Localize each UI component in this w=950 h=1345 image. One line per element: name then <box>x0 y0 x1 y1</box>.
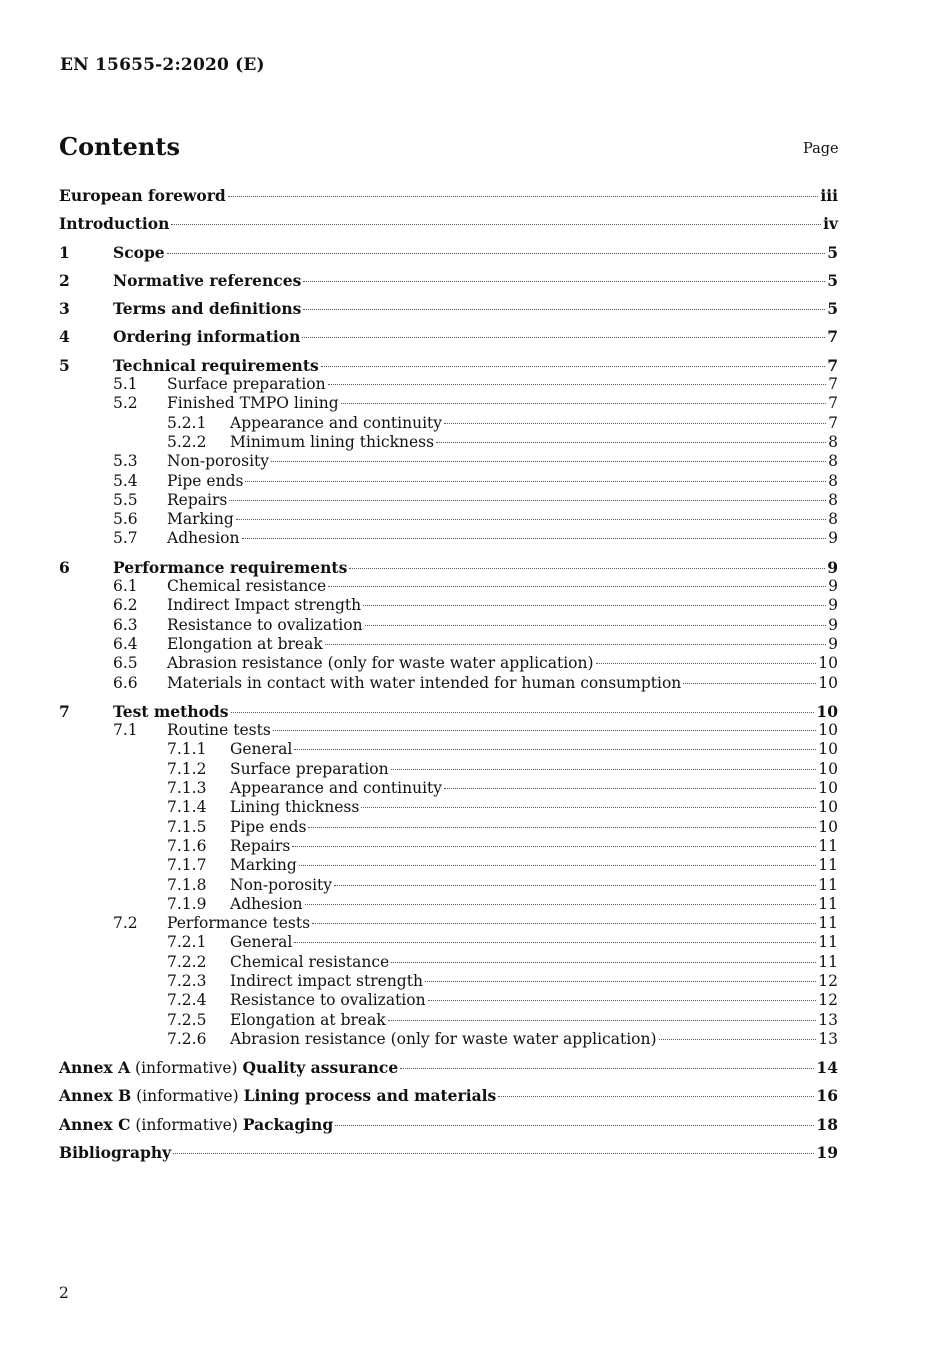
toc-entry-number: 6.4 <box>113 634 138 653</box>
toc-entry-page: 11 <box>818 875 838 894</box>
toc-entry[interactable] <box>59 895 838 914</box>
toc-entry-number: 5.2 <box>113 394 138 413</box>
toc-entry-number: 6.5 <box>113 654 138 673</box>
annex-label: Annex C <box>59 1114 131 1134</box>
toc-entry-title: Elongation at break <box>230 1010 386 1029</box>
toc-entry[interactable] <box>59 740 838 759</box>
toc-entry-title: Appearance and continuity <box>230 413 443 432</box>
dot-leader <box>363 605 826 606</box>
toc-entry-title: Finished TMPO lining <box>167 394 339 413</box>
toc-entry-page: 9 <box>828 634 838 653</box>
document-id: EN 15655-2:2020 (E) <box>60 55 265 75</box>
toc-entry-number: 7.1 <box>113 721 138 740</box>
toc-entry-page: 14 <box>816 1058 838 1078</box>
toc-entry[interactable] <box>59 635 838 654</box>
toc-entry-title: Test methods <box>113 701 229 721</box>
toc-entry-number: 4 <box>59 327 70 347</box>
dot-leader <box>365 625 827 626</box>
toc-entry-number: 7.1.8 <box>167 875 207 894</box>
toc-entry-number: 7.2.2 <box>167 952 207 971</box>
dot-leader <box>312 923 816 924</box>
dot-leader <box>299 865 816 866</box>
toc-entry[interactable] <box>59 616 838 635</box>
dot-leader <box>391 962 816 963</box>
dot-leader <box>349 568 825 569</box>
toc-entry-page: 8 <box>828 490 838 509</box>
toc-entry-title: Scope <box>113 242 165 262</box>
toc-entry-title: Pipe ends <box>167 471 244 490</box>
toc-entry[interactable] <box>59 271 838 290</box>
toc-entry-page: 9 <box>827 557 838 577</box>
toc-entry-number: 7 <box>59 701 70 721</box>
dot-leader <box>659 1039 817 1040</box>
toc-entry-title: Surface preparation <box>167 375 326 394</box>
dot-leader <box>388 1020 817 1021</box>
toc-entry-title: Indirect impact strength <box>230 971 423 990</box>
dot-leader <box>425 981 816 982</box>
toc-entry[interactable] <box>59 491 838 510</box>
toc-entry-page: 11 <box>818 952 838 971</box>
toc-entry-title: Routine tests <box>167 721 271 740</box>
annex-label: Annex B <box>59 1086 132 1106</box>
toc-entry-title: Introduction <box>59 214 170 234</box>
toc-entry[interactable] <box>59 510 838 529</box>
toc-entry-title: Non-porosity <box>167 452 270 471</box>
toc-entry[interactable] <box>59 214 838 233</box>
toc-entry-title: Bibliography <box>59 1143 172 1163</box>
toc-entry-number: 1 <box>59 242 70 262</box>
toc-entry-title: Pipe ends <box>230 817 307 836</box>
toc-entry-page: 10 <box>818 673 838 692</box>
toc-entry-page: 5 <box>827 270 838 290</box>
toc-entry-number: 2 <box>59 270 70 290</box>
toc-entry-title: Adhesion <box>167 529 240 548</box>
dot-leader <box>303 309 825 310</box>
toc-entry-title: Repairs <box>230 836 291 855</box>
dot-leader <box>231 712 815 713</box>
toc-entry[interactable] <box>59 876 838 895</box>
toc-entry-title: Chemical resistance <box>167 577 327 596</box>
toc-entry-title: Lining thickness <box>230 798 360 817</box>
toc-entry-page: 18 <box>816 1114 838 1134</box>
toc-entry[interactable] <box>59 394 838 413</box>
toc-entry-number: 7.1.1 <box>167 740 207 759</box>
toc-entry-page: 9 <box>828 596 838 615</box>
dot-leader <box>302 337 825 338</box>
toc-entry-page: 10 <box>818 817 838 836</box>
toc-entry-number: 7.2.1 <box>167 933 207 952</box>
toc-entry-number: 7.1.3 <box>167 779 207 798</box>
annex-label: Annex A <box>59 1058 131 1078</box>
toc-entry[interactable] <box>59 674 838 693</box>
toc-entry-page: 10 <box>818 740 838 759</box>
toc-entry-number: 5.1 <box>113 375 138 394</box>
toc-entry[interactable] <box>59 914 838 933</box>
toc-entry[interactable] <box>59 654 838 673</box>
page-number: 2 <box>59 1284 69 1302</box>
toc-entry-number: 6 <box>59 557 70 577</box>
toc-entry-title: Terms and definitions <box>113 299 302 319</box>
toc-entry[interactable] <box>59 818 838 837</box>
dot-leader <box>444 788 816 789</box>
toc-entry-page: 7 <box>827 327 838 347</box>
toc-entry[interactable] <box>59 558 838 577</box>
toc-entry-title: General <box>230 933 293 952</box>
dot-leader <box>436 442 826 443</box>
toc-entry-page: 5 <box>827 299 838 319</box>
dot-leader <box>229 500 826 501</box>
toc-entry[interactable] <box>59 1030 838 1049</box>
toc-entry[interactable] <box>59 577 838 596</box>
toc-entry[interactable] <box>59 721 838 740</box>
toc-entry-page: 12 <box>818 971 838 990</box>
annex-type: (informative) <box>131 1087 244 1106</box>
dot-leader <box>245 481 826 482</box>
annex-title: Packaging <box>242 1114 334 1134</box>
toc-entry-page: iv <box>823 214 838 234</box>
toc-entry-number: 6.6 <box>113 673 138 692</box>
toc-entry[interactable] <box>59 433 838 452</box>
toc-entry-page: 16 <box>816 1086 838 1106</box>
toc-entry-page: 9 <box>828 529 838 548</box>
toc-entry-page: 10 <box>816 701 838 721</box>
toc-entry-page: 12 <box>818 991 838 1010</box>
dot-leader <box>325 644 826 645</box>
toc-entry-title: European foreword <box>59 186 226 205</box>
table-of-contents <box>59 186 838 1162</box>
toc-entry-number: 7.1.2 <box>167 759 207 778</box>
toc-entry-page: 8 <box>828 471 838 490</box>
toc-entry[interactable] <box>59 991 838 1010</box>
toc-entry-number: 5.4 <box>113 471 138 490</box>
toc-entry-page: 7 <box>828 413 838 432</box>
toc-entry-title: Surface preparation <box>230 759 389 778</box>
toc-entry-page: 7 <box>828 394 838 413</box>
dot-leader <box>391 769 817 770</box>
toc-entry-number: 7.1.4 <box>167 798 207 817</box>
toc-entry-title: Marking <box>167 510 234 529</box>
toc-entry[interactable] <box>59 837 838 856</box>
dot-leader <box>271 461 826 462</box>
toc-entry-number: 5.6 <box>113 510 138 529</box>
dot-leader <box>334 885 816 886</box>
toc-entry-number: 5.7 <box>113 529 138 548</box>
dot-leader <box>428 1000 817 1001</box>
toc-entry-number: 7.2.6 <box>167 1029 207 1048</box>
toc-entry[interactable] <box>59 1086 838 1105</box>
toc-entry-page: 11 <box>818 856 838 875</box>
toc-entry-title <box>59 1115 333 1135</box>
dot-leader <box>173 1153 814 1154</box>
dot-leader <box>498 1096 814 1097</box>
toc-entry-title: Abrasion resistance (only for waste water application) <box>230 1029 657 1048</box>
toc-entry[interactable] <box>59 1115 838 1134</box>
toc-entry[interactable] <box>59 186 838 205</box>
dot-leader <box>292 846 816 847</box>
toc-entry-page: 10 <box>818 798 838 817</box>
dot-leader <box>294 749 816 750</box>
toc-entry-number: 5.2.1 <box>167 413 207 432</box>
toc-entry-page: 13 <box>818 1010 838 1029</box>
toc-entry[interactable] <box>59 933 838 952</box>
toc-entry-title <box>59 1086 496 1106</box>
toc-entry[interactable] <box>59 953 838 972</box>
toc-entry[interactable] <box>59 414 838 433</box>
toc-entry-page: 5 <box>827 242 838 262</box>
toc-entry-title: Technical requirements <box>113 355 319 375</box>
toc-entry-title: General <box>230 740 293 759</box>
dot-leader <box>328 586 826 587</box>
dot-leader <box>400 1068 814 1069</box>
page-column-label: Page <box>803 141 839 157</box>
toc-entry[interactable] <box>59 596 838 615</box>
toc-entry-title: Chemical resistance <box>230 952 390 971</box>
toc-entry-number: 7.1.9 <box>167 894 207 913</box>
dot-leader <box>303 281 825 282</box>
toc-entry-title: Appearance and continuity <box>230 779 443 798</box>
toc-entry[interactable] <box>59 1143 838 1162</box>
toc-entry-number: 3 <box>59 299 70 319</box>
dot-leader <box>305 904 817 905</box>
toc-entry-page: 11 <box>818 894 838 913</box>
toc-entry-title: Adhesion <box>230 894 303 913</box>
annex-title: Quality assurance <box>242 1058 399 1078</box>
toc-entry[interactable] <box>59 529 838 548</box>
toc-entry[interactable] <box>59 356 838 375</box>
toc-entry-title: Marking <box>230 856 297 875</box>
toc-entry-page: 11 <box>818 836 838 855</box>
toc-entry[interactable] <box>59 1058 838 1077</box>
toc-entry-number: 7.1.5 <box>167 817 207 836</box>
dot-leader <box>308 827 816 828</box>
toc-entry-title: Performance tests <box>167 914 311 933</box>
toc-entry-number: 7.2.5 <box>167 1010 207 1029</box>
toc-entry[interactable] <box>59 798 838 817</box>
toc-entry-number: 5 <box>59 355 70 375</box>
toc-entry-page: 10 <box>818 721 838 740</box>
toc-entry-page: 11 <box>818 914 838 933</box>
toc-entry[interactable] <box>59 299 838 318</box>
page-title: Contents <box>59 132 180 161</box>
dot-leader <box>361 807 816 808</box>
dot-leader <box>171 224 821 225</box>
annex-type: (informative) <box>130 1059 243 1078</box>
toc-entry[interactable] <box>59 327 838 346</box>
toc-entry-title: Performance requirements <box>113 557 348 577</box>
toc-entry-page: 10 <box>818 759 838 778</box>
toc-entry-title: Elongation at break <box>167 634 323 653</box>
toc-entry-number: 6.1 <box>113 577 138 596</box>
dot-leader <box>228 196 819 197</box>
toc-entry-page: 9 <box>828 577 838 596</box>
dot-leader <box>242 538 827 539</box>
toc-entry-title: Non-porosity <box>230 875 333 894</box>
toc-entry-number: 5.2.2 <box>167 432 207 451</box>
toc-entry-number: 7.2.4 <box>167 991 207 1010</box>
toc-entry-number: 7.2 <box>113 914 138 933</box>
toc-entry-number: 7.2.3 <box>167 971 207 990</box>
dot-leader <box>328 384 827 385</box>
toc-entry[interactable] <box>59 1011 838 1030</box>
dot-leader <box>683 683 816 684</box>
toc-entry[interactable] <box>59 856 838 875</box>
toc-entry-page: 19 <box>816 1143 838 1163</box>
toc-entry[interactable] <box>59 472 838 491</box>
dot-leader <box>335 1125 814 1126</box>
toc-entry-page: 9 <box>828 615 838 634</box>
toc-entry[interactable] <box>59 760 838 779</box>
toc-entry-title: Minimum lining thickness <box>230 432 435 451</box>
dot-leader <box>236 519 826 520</box>
dot-leader <box>444 423 826 424</box>
toc-entry-page: 11 <box>818 933 838 952</box>
toc-entry-number: 5.3 <box>113 452 138 471</box>
toc-entry-number: 6.2 <box>113 596 138 615</box>
annex-title: Lining process and materials <box>243 1086 497 1106</box>
toc-entry-title: Resistance to ovalization <box>230 991 426 1010</box>
toc-entry[interactable] <box>59 972 838 991</box>
toc-entry-page: iii <box>820 186 838 205</box>
toc-entry-title: Normative references <box>113 270 302 290</box>
toc-entry-page: 13 <box>818 1029 838 1048</box>
toc-entry-title: Repairs <box>167 490 228 509</box>
toc-entry[interactable] <box>59 452 838 471</box>
toc-entry-number: 7.1.7 <box>167 856 207 875</box>
dot-leader <box>596 663 817 664</box>
toc-entry-title: Indirect Impact strength <box>167 596 362 615</box>
toc-entry[interactable] <box>59 375 838 394</box>
toc-entry-page: 8 <box>828 432 838 451</box>
toc-entry-title: Ordering information <box>113 327 301 347</box>
toc-entry-title: Abrasion resistance (only for waste water application) <box>167 654 594 673</box>
toc-entry-title: Resistance to ovalization <box>167 615 363 634</box>
toc-entry-number: 7.1.6 <box>167 836 207 855</box>
toc-entry[interactable] <box>59 702 838 721</box>
toc-entry-title <box>59 1058 398 1078</box>
annex-type: (informative) <box>130 1115 243 1134</box>
toc-entry-page: 7 <box>827 355 838 375</box>
toc-entry[interactable] <box>59 243 838 262</box>
dot-leader <box>321 366 825 367</box>
toc-entry-page: 10 <box>818 654 838 673</box>
dot-leader <box>294 942 816 943</box>
dot-leader <box>273 730 816 731</box>
toc-entry-title: Materials in contact with water intended for human consumption <box>167 673 682 692</box>
toc-entry-number: 6.3 <box>113 615 138 634</box>
toc-entry-page: 8 <box>828 452 838 471</box>
dot-leader <box>167 253 826 254</box>
dot-leader <box>341 403 826 404</box>
toc-entry-page: 8 <box>828 510 838 529</box>
toc-entry[interactable] <box>59 779 838 798</box>
toc-entry-page: 7 <box>828 375 838 394</box>
toc-entry-number: 5.5 <box>113 490 138 509</box>
toc-entry-page: 10 <box>818 779 838 798</box>
